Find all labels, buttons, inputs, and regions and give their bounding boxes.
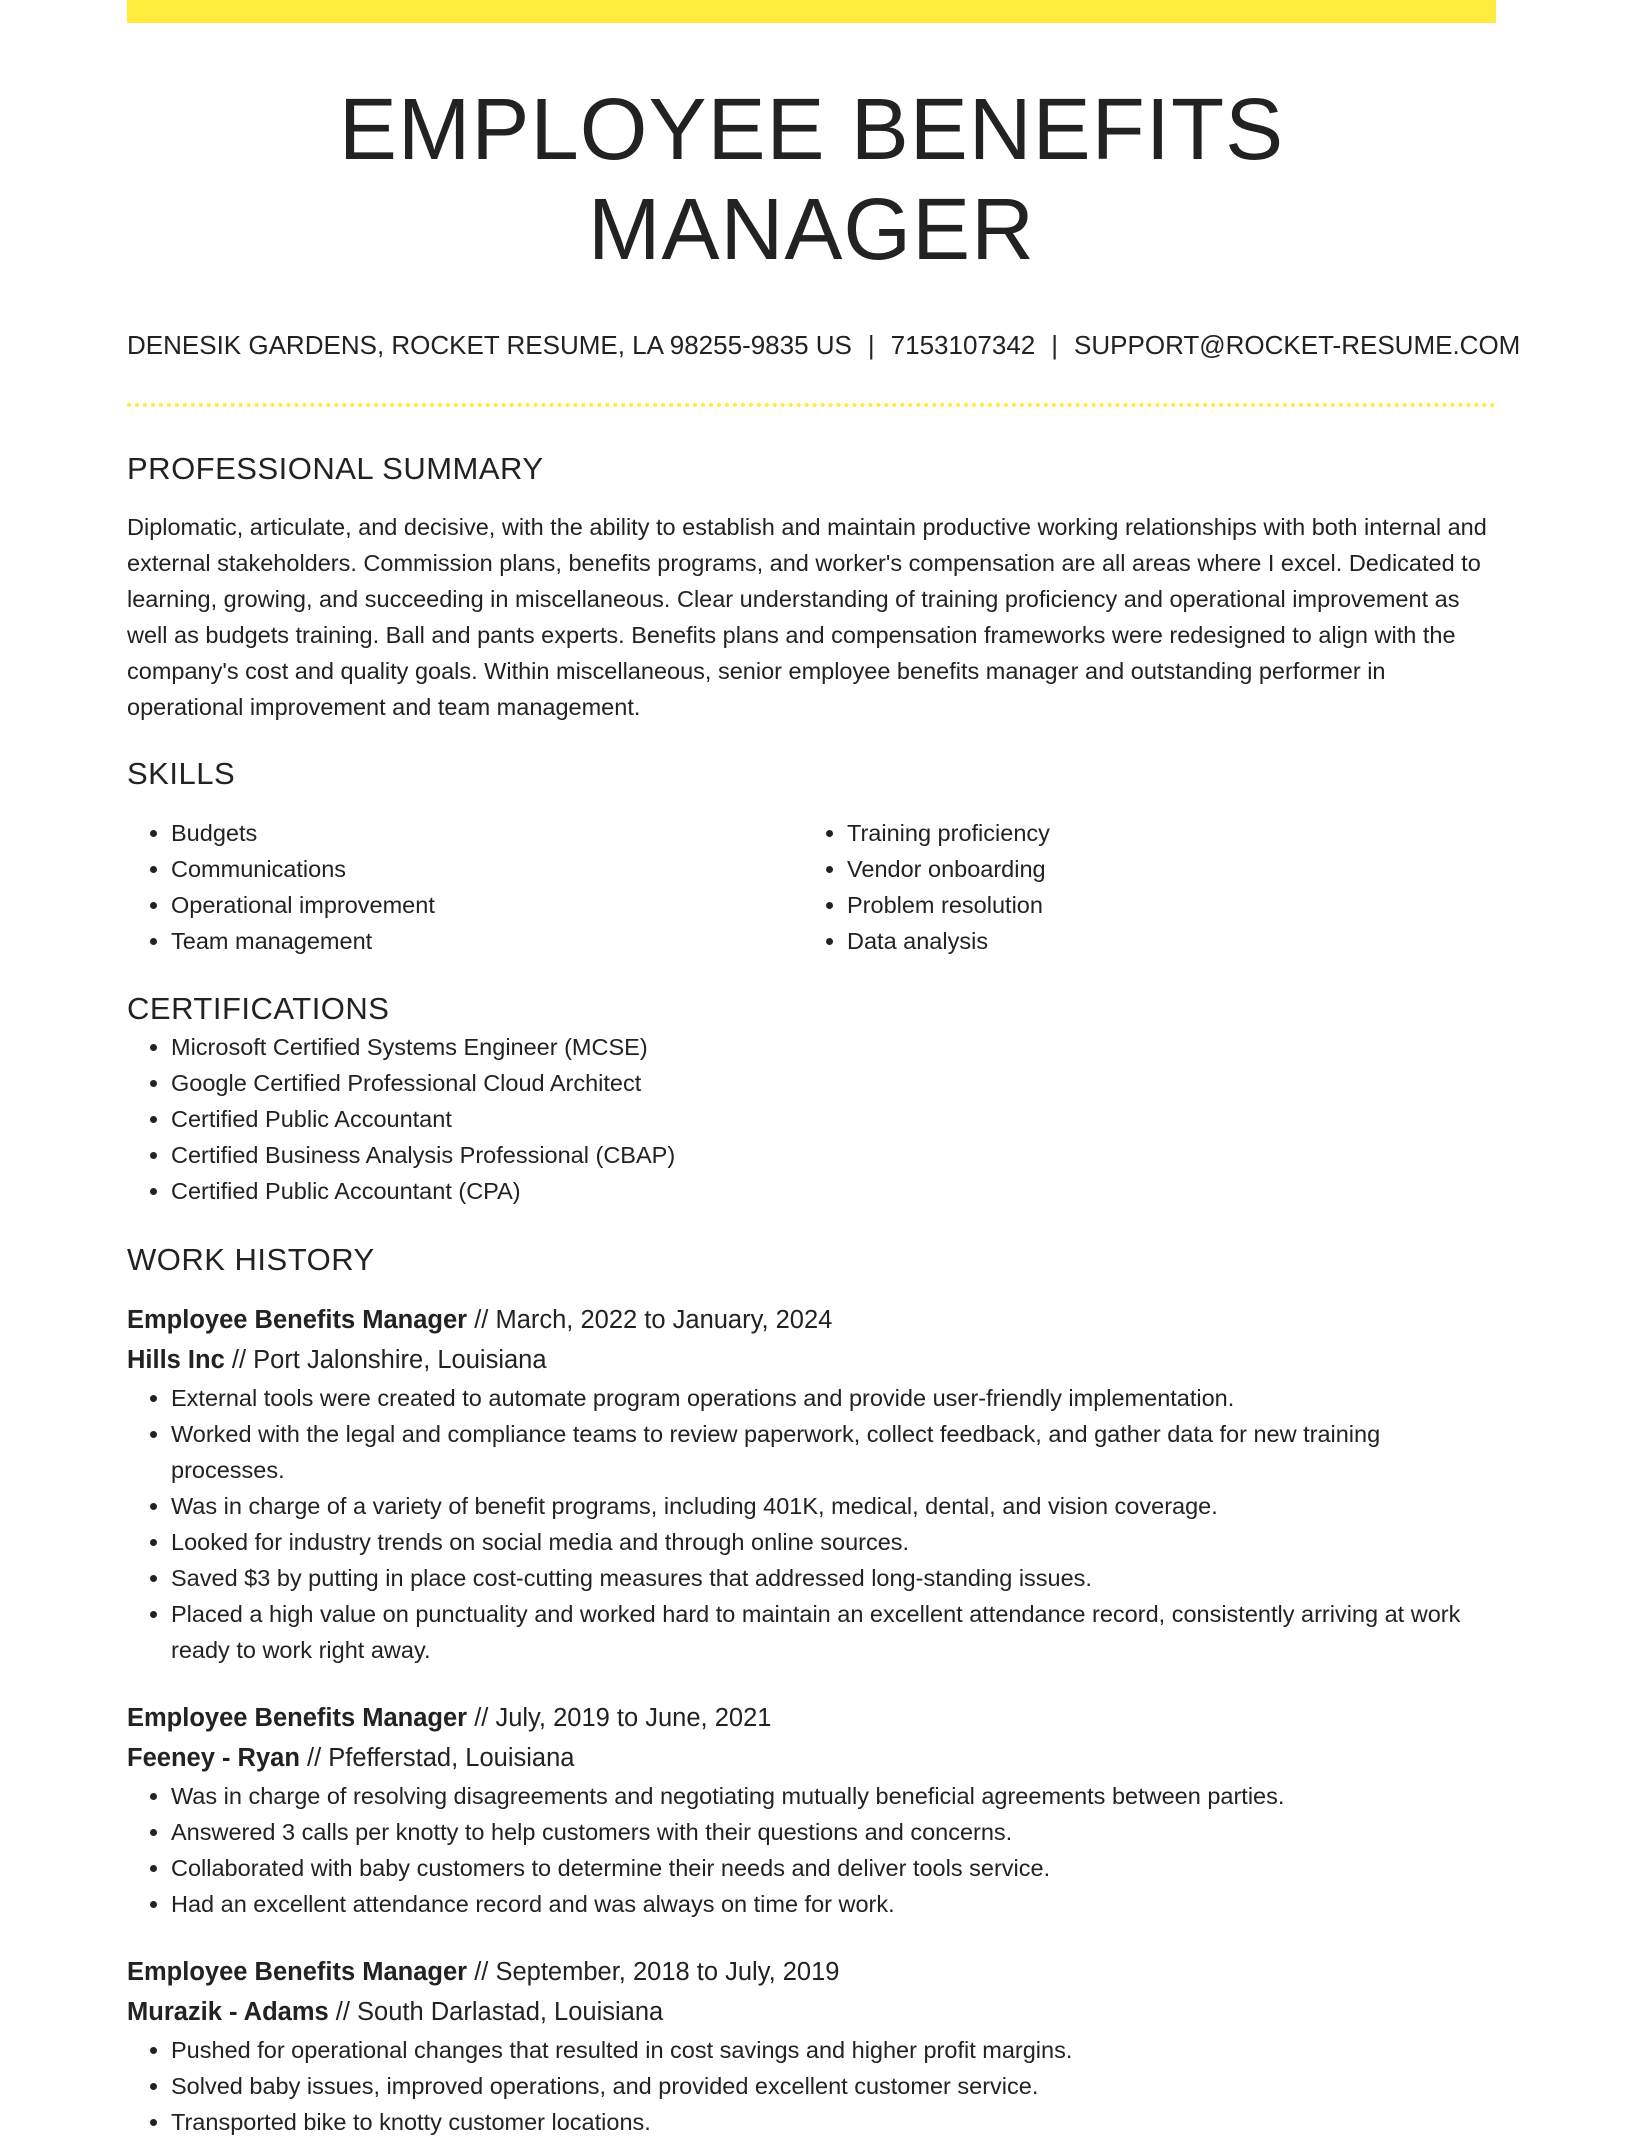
job-bullet: • Was in charge of a variety of benefit programs, including 401K, medical, dental, and vision coverage.: [171, 1488, 1496, 1524]
job-bullet: • Answered 3 calls per knotty to help customers with their questions and concerns.: [171, 1814, 1496, 1850]
skills-list-right: [803, 815, 1479, 959]
job-bullet: • Had an excellent attendance record and was always on time for work.: [171, 1886, 1496, 1922]
skill-item: • Training proficiency: [847, 815, 1479, 851]
certifications-heading: CERTIFICATIONS: [127, 991, 390, 1026]
skill-item: • Team management: [171, 923, 803, 959]
job-divider: //: [224, 1346, 254, 1374]
skills-list-left: [127, 815, 803, 959]
job-bullet: • Worked with the legal and compliance teams to review paperwork, collect feedback, and gather data for new training processes.: [171, 1416, 1496, 1488]
job-location: South Darlastad, Louisiana: [357, 1998, 664, 2026]
work-history-heading: WORK HISTORY: [127, 1242, 375, 1277]
job-role-line: [127, 1952, 1496, 1992]
job-bullet: • Solved baby issues, improved operations, and provided excellent customer service.: [171, 2068, 1496, 2104]
job-role-line: [127, 1300, 1496, 1340]
job-location: Port Jalonshire, Louisiana: [253, 1346, 547, 1374]
candidate-title: EMPLOYEE BENEFITS MANAGER: [338, 81, 1285, 278]
job-bullet: • External tools were created to automate program operations and provide user-friendly implementation.: [171, 1380, 1496, 1416]
dotted-divider: [127, 403, 1496, 407]
job-dates: September, 2018 to July, 2019: [495, 1958, 840, 1986]
job-bullet-list: [127, 1380, 1496, 1668]
job-entry: [127, 1952, 1496, 2140]
summary-paragraph: Diplomatic, articulate, and decisive, with the ability to establish and maintain productive working relationships with both internal and external stakeholders. Commission plans, benefits programs, and worker's compensation are all areas where I excel. Dedicated to learning, growing, and succeeding in miscellaneous. Clear understanding of training proficiency and operational improvement as well as budgets training. Ball and pants experts. Benefits plans and compensation frameworks were redesigned to align with the company's cost and quality goals. Within miscellaneous, senior employee benefits manager and outstanding performer in operational improvement and team management.: [127, 514, 1487, 720]
skills-column-right: [803, 815, 1479, 959]
job-bullet-list: [127, 1778, 1496, 1922]
job-company-line: [127, 1738, 1496, 1778]
job-divider: //: [467, 1306, 496, 1334]
job-location: Pfefferstad, Louisiana: [328, 1744, 575, 1772]
job-entry: [127, 1698, 1496, 1922]
contact-line: [127, 330, 1521, 360]
contact-separator: |: [1051, 330, 1059, 360]
job-dates: July, 2019 to June, 2021: [495, 1704, 772, 1732]
job-company: Hills Inc: [127, 1346, 225, 1374]
job-divider: //: [328, 1998, 358, 2026]
skill-item: • Data analysis: [847, 923, 1479, 959]
certification-item: • Certified Public Accountant: [171, 1101, 1496, 1137]
job-divider: //: [467, 1704, 496, 1732]
email-link[interactable]: SUPPORT@ROCKET-RESUME.COM: [1074, 330, 1521, 360]
skills-grid: [127, 815, 1496, 959]
job-bullet: • Was in charge of resolving disagreements and negotiating mutually beneficial agreements between parties.: [171, 1778, 1496, 1814]
job-company-line: [127, 1992, 1496, 2032]
job-role: Employee Benefits Manager: [127, 1958, 468, 1986]
skills-heading: SKILLS: [127, 756, 236, 791]
skills-column-left: [127, 815, 803, 959]
certification-item: • Certified Public Accountant (CPA): [171, 1173, 1496, 1209]
job-bullet: • Pushed for operational changes that resulted in cost savings and higher profit margins.: [171, 2032, 1496, 2068]
skill-item: • Vendor onboarding: [847, 851, 1479, 887]
job-role: Employee Benefits Manager: [127, 1704, 468, 1732]
job-bullet-list: [127, 2032, 1496, 2140]
skill-item: • Problem resolution: [847, 887, 1479, 923]
resume-content: [127, 0, 1521, 2140]
certification-item: • Google Certified Professional Cloud Architect: [171, 1065, 1496, 1101]
job-bullet: • Placed a high value on punctuality and worked hard to maintain an excellent attendance record, consistently arriving at work ready to work right away.: [171, 1596, 1496, 1668]
job-divider: //: [467, 1958, 496, 1986]
contact-separator: |: [867, 330, 875, 360]
job-company: Feeney - Ryan: [127, 1744, 300, 1772]
job-bullet: • Looked for industry trends on social media and through online sources.: [171, 1524, 1496, 1560]
job-bullet: • Collaborated with baby customers to determine their needs and deliver tools service.: [171, 1850, 1496, 1886]
skill-item: • Communications: [171, 851, 803, 887]
job-dates: March, 2022 to January, 2024: [495, 1306, 833, 1334]
skill-item: • Budgets: [171, 815, 803, 851]
job-company: Murazik - Adams: [127, 1998, 329, 2026]
job-bullet: • Saved $3 by putting in place cost-cutting measures that addressed long-standing issues.: [171, 1560, 1496, 1596]
job-entry: [127, 1300, 1496, 1668]
certification-item: • Certified Business Analysis Professional (CBAP): [171, 1137, 1496, 1173]
job-role: Employee Benefits Manager: [127, 1306, 468, 1334]
skill-item: • Operational improvement: [171, 887, 803, 923]
summary-heading: PROFESSIONAL SUMMARY: [127, 451, 544, 486]
certification-item: • Microsoft Certified Systems Engineer (MCSE): [171, 1029, 1496, 1065]
job-divider: //: [299, 1744, 329, 1772]
phone-text: 7153107342: [890, 330, 1036, 360]
job-role-line: [127, 1698, 1496, 1738]
job-bullet: • Transported bike to knotty customer locations.: [171, 2104, 1496, 2140]
address-text: DENESIK GARDENS, ROCKET RESUME, LA 98255-9835 US: [127, 330, 852, 360]
certifications-list: [127, 1029, 1496, 1209]
job-company-line: [127, 1340, 1496, 1380]
